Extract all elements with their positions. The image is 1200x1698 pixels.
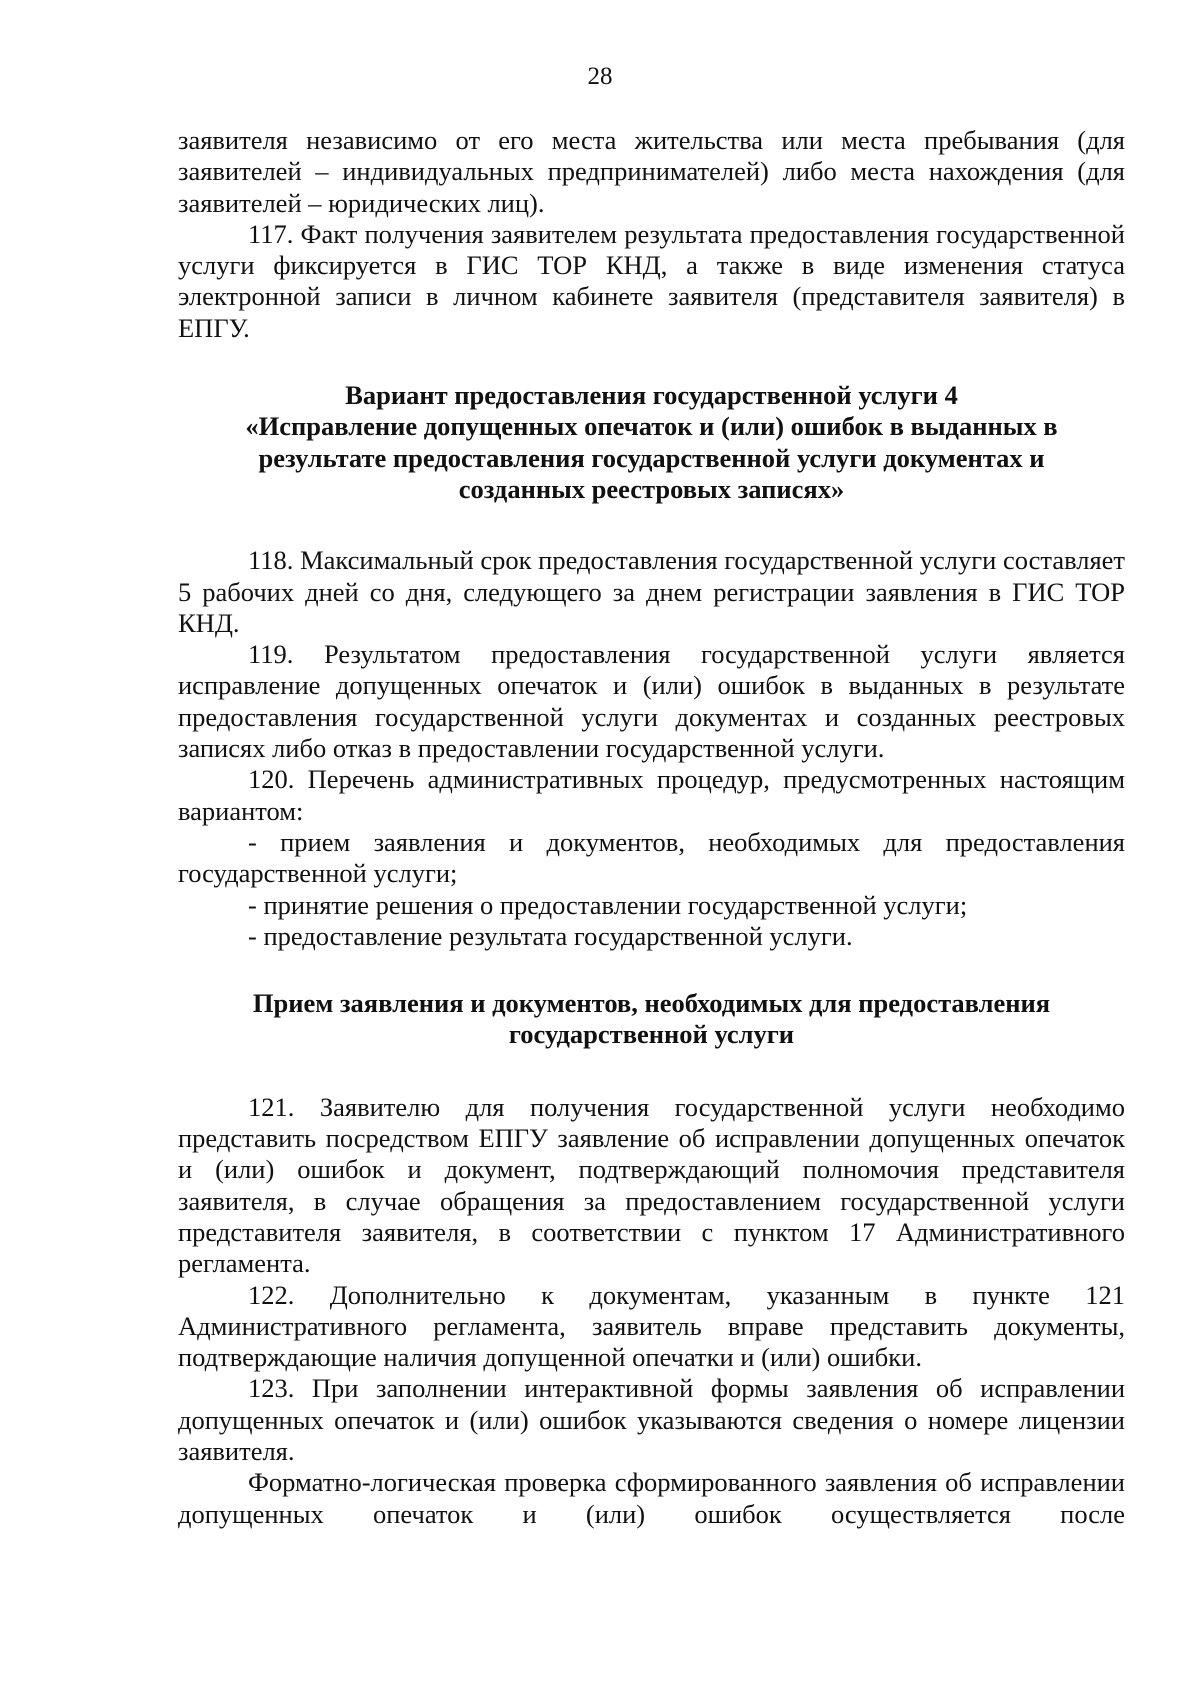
variant-heading — [178, 380, 1125, 505]
reception-heading-line-2: государственной услуги — [508, 1019, 795, 1050]
list-item-result: - предоставление результата государственной услуги. — [248, 920, 853, 951]
variant-heading-line-3: результате предоставления государственной услуги документах и — [258, 442, 1045, 473]
reception-heading-line-1: Прием заявления и документов, необходимых для предоставления — [252, 988, 1051, 1019]
list-item-reception: - прием заявления и документов, необходимых для предоставления государственной услуги; — [178, 826, 1125, 889]
paragraph-format-check: Форматно-логическая проверка сформированного заявления об исправлении допущенных опечаток и (или) ошибок осуществляется после — [178, 1467, 1125, 1529]
variant-heading-line-2: «Исправление допущенных опечаток и (или) ошибок в выданных в — [245, 411, 1058, 442]
section-variant-body — [178, 545, 1125, 952]
variant-heading-line-1: Вариант предоставления государственной услуги 4 — [345, 380, 958, 411]
paragraph-118: 118. Максимальный срок предоставления государственной услуги составляет 5 рабочих дней со дня, следующего за днем регистрации заявления в ГИС ТОР КНД. — [178, 545, 1125, 638]
page-number: 28 — [587, 63, 613, 90]
paragraph-119: 119. Результатом предоставления государственной услуги является исправление допущенных опечаток и (или) ошибок в выданных в результате предоставления государственной услуги документах и созданных реестровых записях либо отказ в предоставлении государственной услуги. — [178, 639, 1125, 764]
paragraph-122: 122. Дополнительно к документам, указанным в пункте 121 Административного регламента, заявитель вправе представить документы, подтверждающие наличия допущенной опечатки и (или) ошибки. — [178, 1279, 1125, 1373]
paragraph-117: 117. Факт получения заявителем результата предоставления государственной услуги фиксируется в ГИС ТОР КНД, а также в виде изменения статуса электронной записи в личном кабинете заявителя (представителя заявителя) в ЕПГУ. — [178, 218, 1125, 343]
paragraph-continuation: заявителя независимо от его места жительства или места пребывания (для заявителей – индивидуальных предпринимателей) либо места нахождения (для заявителей – юридических лиц). — [178, 125, 1125, 218]
variant-heading-line-4: созданных реестровых записях» — [458, 473, 845, 504]
paragraph-120: 120. Перечень административных процедур, предусмотренных настоящим вариантом: — [178, 764, 1125, 826]
list-item-decision: - принятие решения о предоставлении государственной услуги; — [248, 889, 968, 920]
paragraph-121: 121. Заявителю для получения государственной услуги необходимо представить посредством ЕПГУ заявление об исправлении допущенных опечаток и (или) ошибок и документ, подтверждающий полномочия представителя заявителя, в случае обращения за предоставлением государственной услуги представителя заявителя, в соответствии с пунктом 17 Административного регламента. — [178, 1091, 1125, 1279]
page-content — [178, 125, 1125, 1530]
paragraph-123: 123. При заполнении интерактивной формы заявления об исправлении допущенных опечаток и (или) ошибок указываются сведения о номере лицензии заявителя. — [178, 1373, 1125, 1466]
section-continuation — [178, 125, 1125, 344]
section-reception-body — [178, 1092, 1125, 1530]
reception-heading — [178, 988, 1125, 1051]
